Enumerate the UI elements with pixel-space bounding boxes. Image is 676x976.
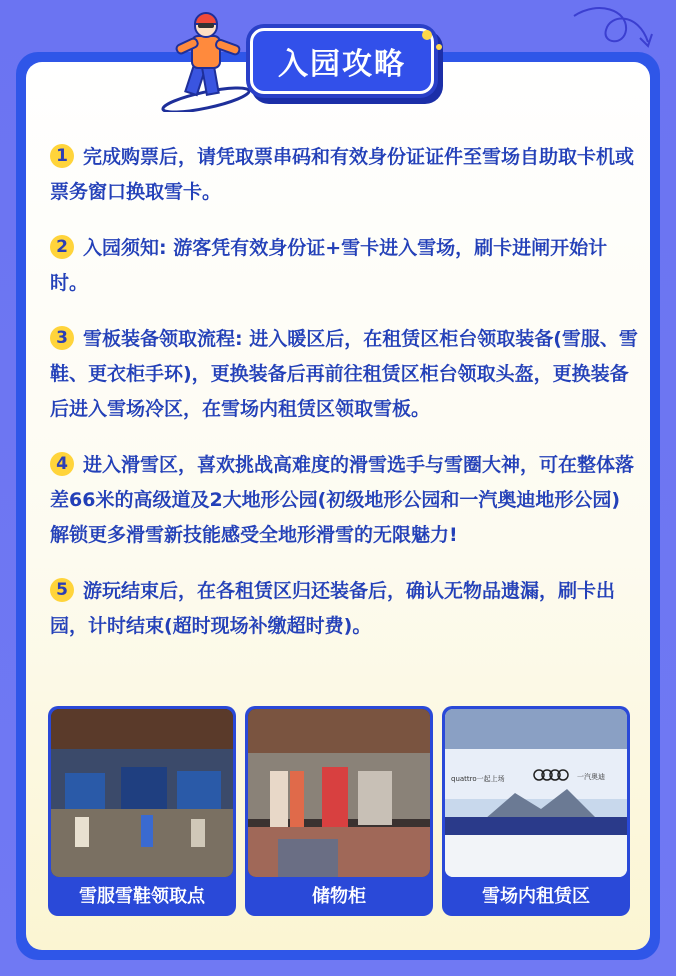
list-item [50,322,638,427]
list-item [50,231,638,301]
sign-text: quattro一起上场 [451,775,505,783]
star-decoration-icon [436,44,442,50]
photo-caption: 储物柜 [312,886,366,907]
star-decoration-icon [422,30,432,40]
guide-list [50,140,638,665]
title-badge [250,28,434,94]
sign-text: 一汽奥迪 [577,773,605,781]
list-item [50,448,638,553]
number-badge: 5 [50,578,74,602]
photo-card [442,706,630,916]
photo-caption: 雪场内租赁区 [482,886,590,907]
list-item-text: 雪板装备领取流程: 进入暖区后，在租赁区柜台领取装备(雪服、雪鞋、更衣柜手环)，更换装备后再前往租赁区柜台领取头盔，更换装备后进入雪场冷区，在雪场内租赁区领取雪板。 [50,328,638,420]
photo-card [245,706,433,916]
list-item-text: 游玩结束后，在各租赁区归还装备后，确认无物品遗漏，刷卡出园，计时结束(超时现场补缴超时费)。 [50,580,616,637]
number-badge: 4 [50,452,74,476]
list-item [50,574,638,644]
number-badge: 1 [50,144,74,168]
snowboarder-icon [156,8,256,112]
list-item-text: 入园须知: 游客凭有效身份证+雪卡进入雪场，刷卡进闸开始计时。 [50,237,608,294]
photo-gallery [48,706,630,916]
list-item [50,140,638,210]
photo-card [48,706,236,916]
lockers-photo [248,709,430,877]
number-badge: 3 [50,326,74,350]
ski-rental-area-photo [445,709,627,877]
rental-counter-photo [51,709,233,877]
list-item-text: 完成购票后，请凭取票串码和有效身份证证件至雪场自助取卡机或票务窗口换取雪卡。 [50,146,635,203]
photo-caption: 雪服雪鞋领取点 [79,886,205,907]
number-badge: 2 [50,235,74,259]
page-title: 入园攻略 [278,47,406,82]
list-item-text: 进入滑雪区，喜欢挑战高难度的滑雪选手与雪圈大神，可在整体落差66米的高级道及2大地形公园(初级地形公园和一汽奥迪地形公园)解锁更多滑雪新技能感受全地形滑雪的无限魅力! [50,454,635,546]
